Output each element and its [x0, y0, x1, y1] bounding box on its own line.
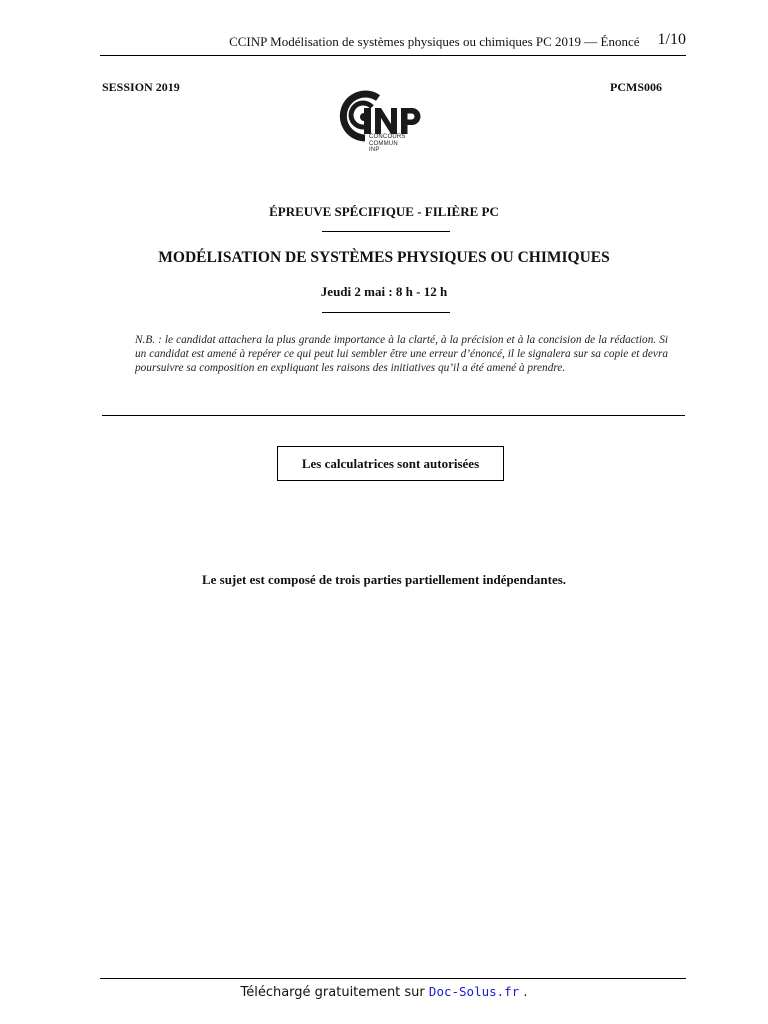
epreuve-title: ÉPREUVE SPÉCIFIQUE - FILIÈRE PC: [269, 204, 499, 219]
running-header: [100, 31, 686, 56]
session-label: SESSION 2019: [102, 80, 180, 94]
candidate-note: N.B. : le candidat attachera la plus grande importance à la clarté, à la précision et à la concision de la rédaction. Si un candidat est amené à repérer ce qui peut lui sembler être une erreur d’énoncé, il le signalera sur sa copie et devra poursuivre sa composition en expliquant les raisons des initiatives qu’il a été amené à prendre.: [135, 334, 668, 374]
parts-statement: Le sujet est composé de trois parties partiellement indépendantes.: [201, 572, 567, 587]
divider: [102, 415, 685, 416]
subject-title: MODÉLISATION DE SYSTÈMES PHYSIQUES OU CHIMIQUES: [158, 249, 610, 266]
footer-trailing: .: [523, 985, 528, 1000]
calculator-notice-box: [277, 446, 504, 481]
running-title: CCINP Modélisation de systèmes physiques ou chimiques PC 2019 — Énoncé: [229, 34, 640, 49]
divider: [322, 231, 450, 232]
footer-divider: [100, 978, 686, 979]
footer-text: Téléchargé gratuitement sur: [240, 985, 425, 1000]
logo-subtext: [369, 134, 406, 154]
doc-solus-link[interactable]: Doc-Solus.fr: [428, 984, 520, 999]
calculator-notice: Les calculatrices sont autorisées: [301, 455, 480, 471]
logo-subtext-line: INP: [369, 147, 380, 153]
footer: [0, 984, 768, 1000]
page-number: 1/10: [657, 31, 686, 48]
exam-code: PCMS006: [610, 80, 662, 94]
logo-subtext-line: CONCOURS: [369, 134, 406, 140]
divider: [322, 312, 450, 313]
logo-mark-icon: [364, 108, 420, 134]
logo-ring-icon: [343, 94, 378, 138]
exam-date: Jeudi 2 mai : 8 h - 12 h: [320, 284, 448, 299]
logo-subtext-line: COMMUN: [369, 140, 398, 147]
